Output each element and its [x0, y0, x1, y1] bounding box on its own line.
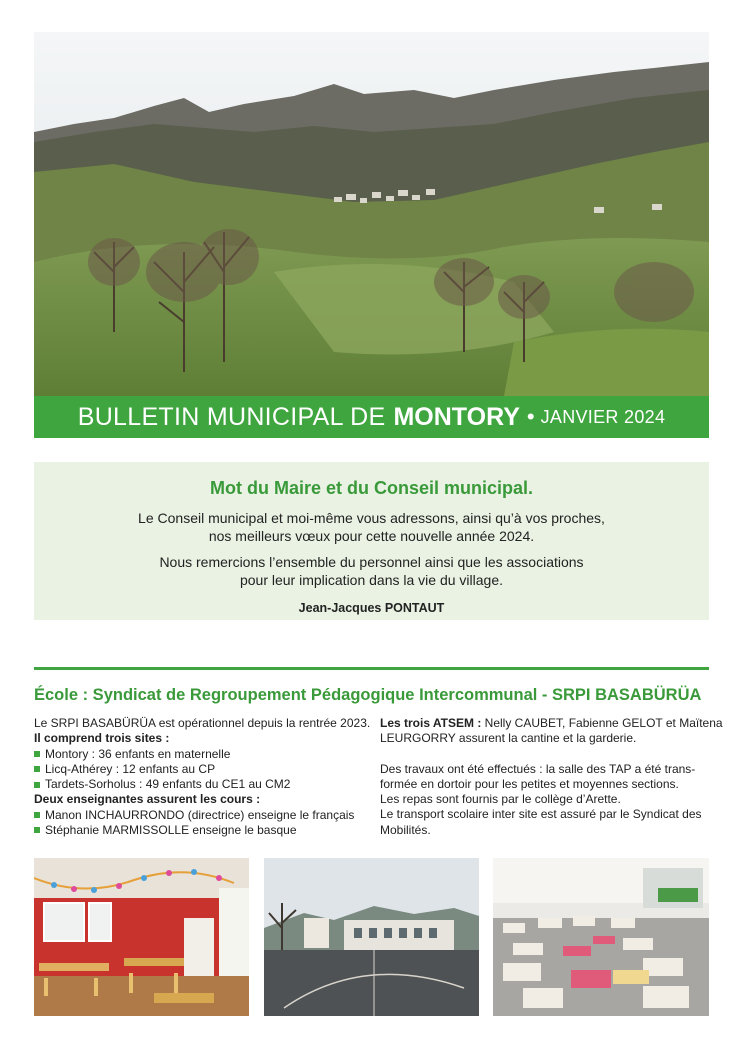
mayor-para1-line1: Le Conseil municipal et moi-même vous adressons, ainsi qu’à vos proches,	[138, 510, 605, 526]
mayor-message-paragraph-2	[34, 553, 709, 589]
school-section-title: École : Syndicat de Regroupement Pédagogique Intercommunal - SRPI BASABÜRÜA	[34, 686, 702, 704]
atsem-line-1	[380, 716, 723, 731]
school-left-column	[34, 716, 374, 838]
classroom-photo	[34, 858, 249, 1016]
atsem-label: Les trois ATSEM :	[380, 716, 482, 730]
teacher-item: Manon INCHAURRONDO (directrice) enseigne le français	[34, 808, 374, 823]
site-item: Montory : 36 enfants en maternelle	[34, 747, 374, 762]
banner-prefix: BULLETIN MUNICIPAL DE	[77, 402, 386, 431]
teachers-heading: Deux enseignantes assurent les cours :	[34, 792, 261, 807]
teacher-item: Stéphanie MARMISSOLLE enseigne le basque	[34, 823, 374, 838]
banner-separator: •	[526, 404, 535, 429]
sites-heading: Il comprend trois sites :	[34, 731, 170, 746]
atsem-names: Nelly CAUBET, Fabienne GELOT et Maïtena	[481, 716, 723, 730]
transport-line-1: Le transport scolaire inter site est assuré par le Syndicat des	[380, 807, 702, 822]
works-line-1: Des travaux ont été effectués : la salle des TAP a été trans-	[380, 761, 696, 776]
mayor-message-box	[34, 462, 709, 620]
site-item: Tardets-Sorholus : 49 enfants du CE1 au CM2	[34, 777, 374, 792]
banner-date: JANVIER 2024	[540, 406, 666, 427]
works-line-2: formée en dortoir pour les petites et moyennes sections.	[380, 776, 679, 791]
banner-town: MONTORY	[393, 402, 520, 431]
school-right-column	[380, 716, 723, 838]
atsem-line-2: LEURGORRY assurent la cantine et la garderie.	[380, 731, 637, 746]
schoolyard-photo	[264, 858, 479, 1016]
meals-line: Les repas sont fournis par le collège d’Arette.	[380, 792, 621, 807]
mayor-message-title: Mot du Maire et du Conseil municipal.	[209, 478, 534, 498]
bulletin-title-banner	[34, 396, 709, 438]
school-intro: Le SRPI BASABÜRÜA est opérationnel depuis la rentrée 2023.	[34, 716, 371, 730]
mayor-message-paragraph-1	[34, 509, 709, 545]
hero-valley-photo	[34, 32, 709, 396]
mayor-para2-line2: pour leur implication dans la vie du village.	[239, 572, 504, 588]
section-divider	[34, 667, 709, 670]
transport-line-2: Mobilités.	[380, 822, 431, 837]
mayor-signature: Jean-Jacques PONTAUT	[298, 601, 445, 615]
mayor-para2-line1: Nous remercions l’ensemble du personnel ainsi que les associations	[159, 554, 584, 570]
site-item: Licq-Athérey : 12 enfants au CP	[34, 762, 374, 777]
dormitory-photo	[493, 858, 709, 1016]
mayor-para1-line2: nos meilleurs vœux pour cette nouvelle année 2024.	[208, 528, 535, 544]
